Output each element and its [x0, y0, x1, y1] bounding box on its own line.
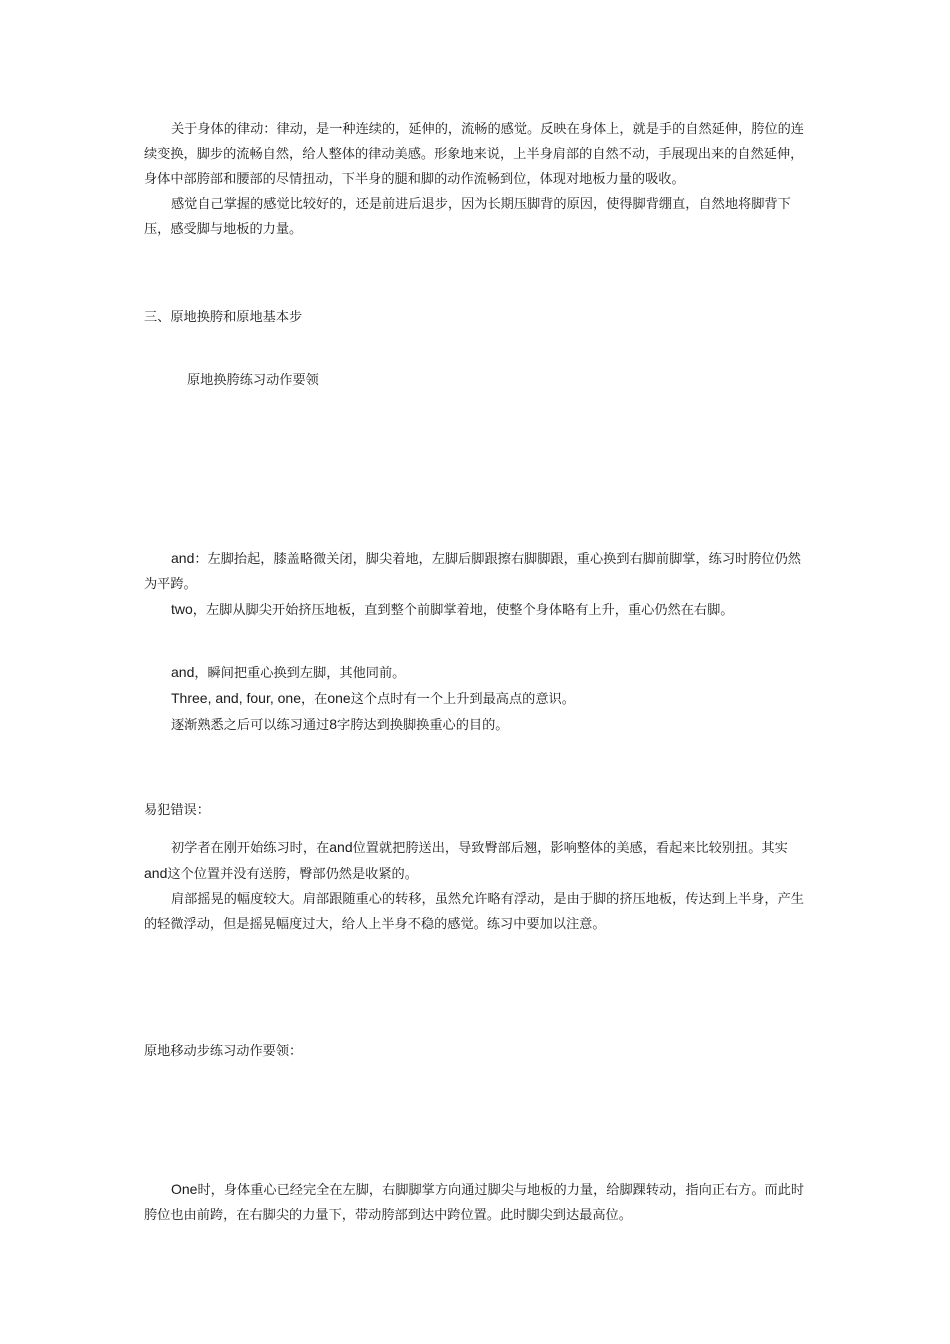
mistake-text: 初学者在刚开始练习时，在 [171, 841, 330, 856]
mistakes-heading: 易犯错误： [144, 803, 210, 818]
mistake-text: 位置就把胯送出，导致臀部后翘，影响整体的美感，看起来比较别扭。其实 [352, 841, 788, 856]
intro-section [144, 117, 810, 242]
step-two [144, 597, 810, 623]
step-text: ，在 [300, 692, 328, 707]
mistake-text: 这个位置并没有送胯，臀部仍然是收紧的。 [167, 867, 418, 882]
step-term: one [327, 690, 351, 706]
mistake-term: and [329, 839, 353, 855]
mistake-paragraph-1 [144, 835, 810, 887]
step-three-and-four-one [144, 686, 810, 712]
step-text: ，左脚从脚尖开始挤压地板，直到整个前脚掌着地，使整个身体略有上升，重心仍然在右脚。 [192, 603, 734, 618]
steps-section-b [144, 660, 810, 738]
step-text: 逐渐熟悉之后可以练习通过 [171, 718, 330, 733]
move-step-paragraph [144, 1177, 810, 1228]
step-text: ，瞬间把重心换到左脚，其他同前。 [194, 666, 406, 681]
mistakes-section [144, 835, 810, 937]
step-text: 字胯达到换脚换重心的目的。 [337, 718, 509, 733]
step-text: ：左脚抬起，膝盖略微关闭，脚尖着地，左脚后脚跟擦右脚脚跟，重心换到右脚前脚掌，练习时胯位仍然为平跨。 [144, 552, 801, 592]
step-term: two [171, 601, 193, 617]
move-step-section [144, 1177, 810, 1228]
intro-paragraph-2: 感觉自己掌握的感觉比较好的，还是前进后退步，因为长期压脚背的原因，使得脚背绷直，自然地将脚背下压，感受脚与地板的力量。 [144, 197, 791, 237]
move-step-term: One [171, 1181, 198, 1197]
step-figure-eight [144, 712, 810, 738]
step-term: and [171, 550, 195, 566]
step-and-1 [144, 546, 810, 597]
step-and-2 [144, 660, 810, 686]
move-step-heading: 原地移动步练习动作要领： [144, 1044, 303, 1059]
step-text: 这个点时有一个上升到最高点的意识。 [350, 692, 575, 707]
section-subheading: 原地换胯练习动作要领 [187, 373, 319, 388]
section-heading: 三、原地换胯和原地基本步 [144, 310, 303, 325]
step-number: 8 [329, 716, 338, 732]
move-step-text: 时，身体重心已经完全在左脚，右脚脚掌方向通过脚尖与地板的力量，给脚踝转动，指向正右方。而此时胯位也由前跨，在右脚尖的力量下，带动胯部到达中跨位置。此时脚尖到达最高位。 [144, 1183, 805, 1223]
mistake-paragraph-2: 肩部摇晃的幅度较大。肩部跟随重心的转移，虽然允许略有浮动，是由于脚的挤压地板，传达到上半身，产生的轻微浮动，但是摇晃幅度过大，给人上半身不稳的感觉。练习中要加以注意。 [144, 892, 804, 932]
step-term: Three, and, four, one [171, 690, 301, 706]
intro-paragraph-1: 关于身体的律动：律动，是一种连续的，延伸的，流畅的感觉。反映在身体上，就是手的自然延伸，胯位的连续变换，脚步的流畅自然，给人整体的律动美感。形象地来说，上半身肩部的自然不动，手展现出来的自然延伸，身体中部胯部和腰部的尽情扭动，下半身的腿和脚的动作流畅到位，体现对地板力量的吸收。 [144, 122, 804, 187]
mistake-term: and [144, 865, 168, 881]
step-term: and [171, 664, 195, 680]
steps-section-a [144, 546, 810, 623]
